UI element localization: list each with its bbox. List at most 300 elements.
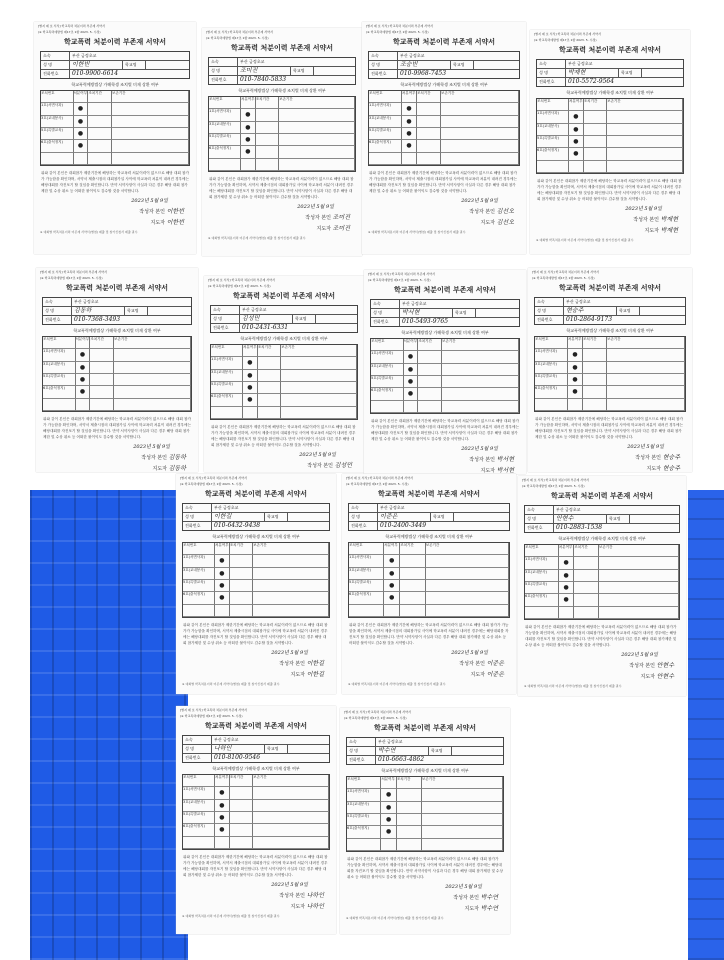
phone-label: 전화번호 bbox=[43, 316, 72, 324]
check-mark: ● bbox=[568, 374, 583, 386]
check-mark: ● bbox=[569, 111, 584, 123]
measure-label: 6호(출석정지) bbox=[183, 592, 215, 604]
column-header: 처분여부 bbox=[381, 777, 397, 789]
check-mark: ● bbox=[381, 802, 397, 814]
measures-table bbox=[534, 336, 686, 412]
column-header: 보존기간 bbox=[607, 337, 685, 349]
pledge-paragraph: 위와 같이 본인은 대회참가 제한기간에 해당하는 학교폭력 처분이력이 없으므로 해당 대회 참가가 가능함을 확인하며, 서약서 제출시점의 대회참가일 사이에 학교폭력 처분이 내려진 경우에는 해당대회를 자진포기 할 것임을 확인합니다. 만약 서약사항이 사실과 다른 경우 해당 대회 참가제한 및 수상 취소 등 어떠한 불이익도 감수할 것을 서약합니다. bbox=[347, 857, 503, 879]
affiliation-label: 소속 bbox=[369, 52, 398, 60]
form-header-note: (※ 학교폭력예방법 제17조 1항 2023. 5. 수정) bbox=[534, 38, 597, 42]
name-value: 이한빈 bbox=[70, 61, 123, 69]
writer-label: 작성자 bbox=[453, 895, 468, 901]
check-mark: ● bbox=[404, 351, 419, 363]
affiliation-label: 소속 bbox=[183, 736, 212, 744]
measure-label: 5호(특별교육) bbox=[183, 580, 215, 592]
info-grid bbox=[534, 297, 686, 325]
check-mark: ● bbox=[559, 557, 574, 569]
grade-label: 학교명 bbox=[265, 745, 288, 753]
check-mark: ● bbox=[568, 386, 583, 398]
guardian-signature bbox=[36, 463, 186, 472]
writer-label: 작성자 bbox=[629, 663, 644, 669]
form-header: [별지 제 호 서식] 학교폭력 처분이력 부존재 서약서 bbox=[180, 476, 247, 480]
guardian-label: 지도자 bbox=[644, 228, 660, 234]
form-footer: ※ 대회별 학폭처분이력 미존재 서약서(별첨) 제출 및 참가신청서 제출 필수 bbox=[182, 914, 280, 918]
form-header: [별지 제 호 서식] 학교폭력 처분이력 부존재 서약서 bbox=[180, 708, 247, 712]
measure-label: 6호(출석정지) bbox=[209, 146, 241, 158]
column-header: 처분여부 bbox=[384, 543, 400, 555]
check-mark: ● bbox=[402, 140, 417, 152]
column-header: 처분여부 bbox=[241, 97, 256, 109]
writer-signature bbox=[362, 206, 514, 215]
check-mark: ● bbox=[384, 580, 400, 592]
name-label: 성 명 bbox=[43, 307, 72, 315]
phone-value: 010-7368-3493 bbox=[74, 316, 121, 323]
check-mark: ● bbox=[74, 116, 89, 128]
writer-signature bbox=[530, 214, 678, 223]
pledge-sheet bbox=[176, 706, 336, 934]
check-mark: ● bbox=[215, 580, 230, 592]
check-mark: ● bbox=[569, 124, 584, 136]
phone-label: 전화번호 bbox=[371, 318, 400, 326]
writer-signature bbox=[364, 454, 514, 463]
name-value: 이한길 bbox=[212, 513, 265, 521]
phone-label: 전화번호 bbox=[525, 524, 554, 532]
phone-value: 010-8100-9546 bbox=[214, 754, 261, 761]
affiliation-label: 소속 bbox=[349, 504, 378, 512]
measure-label: 3호(교내봉사) bbox=[525, 570, 559, 582]
phone-label: 전화번호 bbox=[535, 316, 564, 324]
sign-date: 2023년 5월 9일 bbox=[461, 446, 498, 452]
guardian-sign: 박수연 bbox=[480, 905, 498, 912]
self-label: 본인 bbox=[321, 215, 332, 221]
measures-table bbox=[346, 776, 504, 852]
form-header: [별지 제 호 서식] 학교폭력 처분이력 부존재 서약서 bbox=[346, 476, 413, 480]
form-footer: ※ 대회별 학폭처분이력 미존재 서약서(별첨) 제출 및 참가신청서 제출 필수 bbox=[208, 236, 306, 240]
column-header: 조치번호 bbox=[183, 543, 215, 555]
pledge-paragraph: 위와 같이 본인은 대회참가 제한기간에 해당하는 학교폭력 처분이력이 없으므로 해당 대회 참가가 가능함을 확인하며, 서약서 제출시점의 대회참가일 사이에 학교폭력 처분이 내려진 경우에는 해당대회를 자진포기 할 것임을 확인합니다. 만약 서약사항이 사실과 다른 경우 해당 대회 참가제한 및 수상 취소 등 어떠한 불이익도 감수할 것을 서약합니다. bbox=[537, 179, 682, 201]
column-header: 처분여부 bbox=[215, 543, 230, 555]
pledge-paragraph: 위와 같이 본인은 대회참가 제한기간에 해당하는 학교폭력 처분이력이 없으므로 해당 대회 참가가 가능함을 확인하며, 서약서 제출시점의 대회참가일 사이에 학교폭력 처분이 내려진 경우에는 해당대회를 자진포기 할 것임을 확인합니다. 만약 서약사항이 사실과 다른 경우 해당 대회 참가제한 및 수상 취소 등 어떠한 불이익도 감수할 것을 서약합니다. bbox=[535, 417, 683, 439]
pledge-paragraph: 위와 같이 본인은 대회참가 제한기간에 해당하는 학교폭력 처분이력이 없으므로 해당 대회 참가가 가능함을 확인하며, 서약서 제출시점의 대회참가일 사이에 학교폭력 처분이 내려진 경우에는 해당대회를 자진포기 할 것임을 확인합니다. 만약 서약사항이 사실과 다른 경우 해당 대회 참가제한 및 수상 취소 등 어떠한 불이익도 감수할 것을 서약합니다. bbox=[349, 623, 509, 645]
check-mark: ● bbox=[559, 570, 574, 582]
column-header: 처분여부 bbox=[76, 337, 91, 349]
info-grid bbox=[346, 737, 504, 765]
measure-label: 3호(교내봉사) bbox=[183, 568, 215, 580]
signature: 김동하 bbox=[168, 454, 186, 461]
guardian-signature bbox=[34, 217, 184, 226]
measure-label: 5호(특별교육) bbox=[211, 382, 243, 394]
self-label: 본인 bbox=[155, 209, 166, 215]
school-value: 부산 금정초교 bbox=[402, 301, 427, 306]
info-grid bbox=[524, 505, 680, 533]
form-title: 학교폭력 처분이력 부존재 서약서 bbox=[551, 492, 653, 500]
grade-label: 학교명 bbox=[429, 747, 452, 755]
column-header: 조치기간 bbox=[256, 97, 279, 109]
pledge-paragraph: 위와 같이 본인은 대회참가 제한기간에 해당하는 학교폭력 처분이력이 없으므로 해당 대회 참가가 가능함을 확인하며, 서약서 제출시점의 대회참가일 사이에 학교폭력 처분이 내려진 경우에는 해당대회를 자진포기 할 것임을 확인합니다. 만약 서약사항이 사실과 다른 경우 해당 대회 참가제한 및 수상 취소 등 어떠한 불이익도 감수할 것을 서약합니다. bbox=[211, 425, 356, 447]
writer-label: 작성자 bbox=[139, 209, 154, 215]
guardian-signature bbox=[362, 217, 514, 226]
pledge-sheet bbox=[362, 22, 526, 254]
column-header: 조치번호 bbox=[349, 543, 384, 555]
affiliation-label: 소속 bbox=[211, 306, 240, 314]
measures-table bbox=[524, 544, 680, 620]
column-header: 조치번호 bbox=[41, 91, 74, 103]
writer-label: 작성자 bbox=[279, 661, 294, 667]
phone-value: 010-9968-7453 bbox=[400, 70, 447, 77]
check-mark: ● bbox=[243, 357, 258, 369]
form-header-note: (※ 학교폭력예방법 제17조 1항 2023. 5. 수정) bbox=[366, 30, 429, 34]
measure-label: 3호(교내봉사) bbox=[41, 116, 74, 128]
check-mark: ● bbox=[74, 140, 89, 152]
signature: 박서현 bbox=[496, 456, 514, 463]
table-subtitle: 학교폭력예방법상 가해학생 조치별 미재 상환 여부 bbox=[212, 534, 300, 539]
grade-label: 학교명 bbox=[617, 307, 640, 315]
grade-label: 학교명 bbox=[123, 61, 146, 69]
check-mark: ● bbox=[381, 814, 397, 826]
check-mark: ● bbox=[243, 382, 258, 394]
pledge-sheet bbox=[34, 22, 196, 254]
table-subtitle: 학교폭력예방법상 가해학생 조치별 미재 상환 여부 bbox=[240, 336, 328, 341]
check-mark: ● bbox=[559, 594, 574, 606]
phone-value: 010-9900-6614 bbox=[72, 70, 119, 77]
affiliation-label: 소속 bbox=[525, 506, 554, 514]
grade-label: 학교명 bbox=[125, 307, 148, 315]
form-footer: ※ 대회별 학폭처분이력 미존재 서약서(별첨) 제출 및 참가신청서 제출 필수 bbox=[40, 230, 138, 234]
self-label: 본인 bbox=[295, 893, 306, 899]
affiliation-label: 소속 bbox=[183, 504, 212, 512]
writer-label: 작성자 bbox=[459, 661, 474, 667]
column-header: 조치기간 bbox=[418, 339, 442, 351]
check-mark: ● bbox=[402, 103, 417, 115]
column-header: 조치기간 bbox=[230, 543, 253, 555]
column-header: 조치기간 bbox=[583, 337, 607, 349]
guardian-sign: 이한빈 bbox=[166, 219, 184, 226]
self-label: 본인 bbox=[649, 217, 660, 223]
sign-date: 2023년 5월 9일 bbox=[271, 650, 308, 656]
guardian-sign: 안현수 bbox=[656, 673, 674, 680]
check-mark: ● bbox=[404, 364, 419, 376]
grade-label: 학교명 bbox=[607, 515, 630, 523]
column-header: 보존기간 bbox=[599, 545, 679, 557]
check-mark: ● bbox=[381, 789, 397, 801]
measure-label: 5호(특별교육) bbox=[369, 128, 402, 140]
writer-label: 작성자 bbox=[633, 217, 648, 223]
sign-date: 2023년 5월 9일 bbox=[131, 198, 168, 204]
measure-label: 5호(특별교육) bbox=[183, 812, 215, 824]
form-title: 학교폭력 처분이력 부존재 서약서 bbox=[559, 46, 661, 54]
guardian-sign: 이한길 bbox=[306, 671, 324, 678]
form-footer: ※ 대회별 학폭처분이력 미존재 서약서(별첨) 제출 및 참가신청서 제출 필수 bbox=[536, 238, 634, 242]
affiliation-label: 소속 bbox=[537, 60, 566, 68]
form-header-note: (※ 학교폭력예방법 제17조 1항 2023. 5. 수정) bbox=[206, 36, 269, 40]
writer-signature bbox=[36, 452, 186, 461]
column-header: 보존기간 bbox=[279, 97, 355, 109]
guardian-label: 지도자 bbox=[480, 468, 496, 474]
measure-label: 5호(특별교육) bbox=[349, 580, 384, 592]
form-title: 학교폭력 처분이력 부존재 서약서 bbox=[64, 38, 166, 46]
signature: 나하인 bbox=[306, 892, 324, 899]
column-header: 조치기간 bbox=[90, 337, 114, 349]
sign-date: 2023년 5월 9일 bbox=[461, 198, 498, 204]
sign-date: 2023년 5월 9일 bbox=[451, 650, 488, 656]
pledge-paragraph: 위와 같이 본인은 대회참가 제한기간에 해당하는 학교폭력 처분이력이 없으므로 해당 대회 참가가 가능함을 확인하며, 서약서 제출시점의 대회참가일 사이에 학교폭력 처분이 내려진 경우에는 해당대회를 자진포기 할 것임을 확인합니다. 만약 서약사항이 사실과 다른 경우 해당 대회 참가제한 및 수상 취소 등 어떠한 불이익도 감수할 것을 서약합니다. bbox=[183, 855, 328, 877]
name-label: 성 명 bbox=[535, 307, 564, 315]
column-header: 조치번호 bbox=[347, 777, 381, 789]
name-value: 김성민 bbox=[240, 315, 293, 323]
check-mark: ● bbox=[404, 388, 419, 400]
column-header: 조치기간 bbox=[258, 345, 281, 357]
signature: 이한빈 bbox=[166, 208, 184, 215]
name-label: 성 명 bbox=[525, 515, 554, 523]
table-subtitle: 학교폭력예방법상 가해학생 조치별 미재 상환 여부 bbox=[71, 82, 159, 87]
check-mark: ● bbox=[215, 800, 230, 812]
pledge-sheet bbox=[202, 28, 362, 256]
info-grid bbox=[42, 297, 192, 325]
measure-label: 5호(특별교육) bbox=[525, 582, 559, 594]
form-header: [별지 제 호 서식] 학교폭력 처분이력 부존재 서약서 bbox=[344, 710, 411, 714]
phone-label: 전화번호 bbox=[209, 76, 238, 84]
school-value: 부산 금정초교 bbox=[214, 505, 239, 510]
check-mark: ● bbox=[215, 812, 230, 824]
sign-date: 2023년 5월 9일 bbox=[621, 652, 658, 658]
phone-value: 010-7840-5833 bbox=[240, 76, 287, 83]
writer-signature bbox=[176, 658, 324, 667]
form-header-note: (※ 학교폭력예방법 제17조 1항 2023. 5. 수정) bbox=[208, 284, 271, 288]
guardian-signature bbox=[342, 669, 504, 678]
name-value: 박서현 bbox=[400, 309, 453, 317]
form-header: [별지 제 호 서식] 학교폭력 처분이력 부존재 서약서 bbox=[534, 32, 601, 36]
column-header: 조치번호 bbox=[369, 91, 402, 103]
column-header: 조치번호 bbox=[183, 775, 215, 787]
measure-label: 1호(서면사과) bbox=[525, 557, 559, 569]
info-grid bbox=[368, 51, 520, 79]
name-value: 박수연 bbox=[376, 747, 429, 755]
column-header: 처분여부 bbox=[74, 91, 89, 103]
measure-label: 3호(교내봉사) bbox=[349, 568, 384, 580]
pledge-paragraph: 위와 같이 본인은 대회참가 제한기간에 해당하는 학교폭력 처분이력이 없으므로 해당 대회 참가가 가능함을 확인하며, 서약서 제출시점의 대회참가일 사이에 학교폭력 처분이 내려진 경우에는 해당대회를 자진포기 할 것임을 확인합니다. 만약 서약사항이 사실과 다른 경우 해당 대회 참가제한 및 수상 취소 등 어떠한 불이익도 감수할 것을 서약합니다. bbox=[525, 625, 677, 647]
affiliation-label: 소속 bbox=[209, 58, 238, 66]
form-header-note: (※ 학교폭력예방법 제17조 1항 2023. 5. 수정) bbox=[522, 484, 585, 488]
guardian-signature bbox=[518, 671, 674, 680]
name-label: 성 명 bbox=[349, 513, 378, 521]
measure-label: 6호(출석정지) bbox=[349, 592, 384, 604]
measure-label: 3호(교내봉사) bbox=[43, 362, 76, 374]
column-header: 조치번호 bbox=[209, 97, 241, 109]
check-mark: ● bbox=[241, 134, 256, 146]
check-mark: ● bbox=[241, 146, 256, 158]
pledge-sheet bbox=[518, 476, 686, 696]
pledge-sheet bbox=[340, 708, 510, 934]
measure-label: 6호(출석정지) bbox=[211, 394, 243, 406]
form-header: [별지 제 호 서식] 학교폭력 처분이력 부존재 서약서 bbox=[208, 278, 275, 282]
name-label: 성 명 bbox=[209, 67, 238, 75]
form-title: 학교폭력 처분이력 부존재 서약서 bbox=[378, 490, 480, 498]
check-mark: ● bbox=[241, 122, 256, 134]
pledge-sheet bbox=[204, 276, 364, 472]
column-header: 조치번호 bbox=[535, 337, 568, 349]
guardian-label: 지도자 bbox=[150, 220, 166, 226]
self-label: 본인 bbox=[295, 661, 306, 667]
form-title: 학교폭력 처분이력 부존재 서약서 bbox=[66, 284, 168, 292]
column-header: 조치기간 bbox=[230, 775, 253, 787]
grade-label: 학교명 bbox=[453, 309, 476, 317]
affiliation-label: 소속 bbox=[41, 52, 70, 60]
writer-label: 작성자 bbox=[469, 209, 484, 215]
measure-label: 6호(출석정지) bbox=[347, 826, 381, 838]
table-subtitle: 학교폭력예방법상 가해학생 조치별 미재 상환 여부 bbox=[401, 330, 489, 335]
self-label: 본인 bbox=[485, 457, 496, 463]
info-grid bbox=[536, 59, 684, 87]
column-header: 조치번호 bbox=[371, 339, 404, 351]
guardian-sign: 박재현 bbox=[660, 227, 678, 234]
measure-label: 3호(교내봉사) bbox=[209, 122, 241, 134]
table-subtitle: 학교폭력예방법상 가해학생 조치별 미재 상환 여부 bbox=[73, 328, 161, 333]
info-grid bbox=[370, 299, 520, 327]
measure-label: 6호(출석정지) bbox=[535, 386, 568, 398]
phone-label: 전화번호 bbox=[183, 522, 212, 530]
name-label: 성 명 bbox=[41, 61, 70, 69]
form-header-note: (※ 학교폭력예방법 제17조 1항 2023. 5. 수정) bbox=[346, 482, 409, 486]
sign-date: 2023년 5월 9일 bbox=[271, 882, 308, 888]
check-mark: ● bbox=[215, 568, 230, 580]
school-value: 부산 금정초교 bbox=[240, 59, 265, 64]
check-mark: ● bbox=[384, 555, 400, 567]
measure-label: 6호(출석정지) bbox=[41, 140, 74, 152]
form-title: 학교폭력 처분이력 부존재 서약서 bbox=[233, 292, 335, 300]
column-header: 조치기간 bbox=[88, 91, 112, 103]
guardian-sign: 조미진 bbox=[332, 225, 350, 232]
phone-value: 010-2431-6331 bbox=[242, 324, 289, 331]
measure-label: 1호(서면사과) bbox=[41, 103, 74, 115]
measure-label: 3호(교내봉사) bbox=[369, 116, 402, 128]
measure-label: 5호(특별교육) bbox=[537, 136, 569, 148]
blue-mat-left bbox=[30, 490, 188, 960]
form-title: 학교폭력 처분이력 부존재 서약서 bbox=[205, 490, 307, 498]
check-mark: ● bbox=[243, 370, 258, 382]
writer-signature bbox=[176, 890, 324, 899]
form-header: [별지 제 호 서식] 학교폭력 처분이력 부존재 서약서 bbox=[206, 30, 273, 34]
form-title: 학교폭력 처분이력 부존재 서약서 bbox=[393, 38, 495, 46]
guardian-label: 지도자 bbox=[470, 672, 486, 678]
phone-value: 010-5493-9765 bbox=[402, 318, 449, 325]
check-mark: ● bbox=[243, 394, 258, 406]
column-header: 보존기간 bbox=[253, 543, 329, 555]
writer-label: 작성자 bbox=[469, 457, 484, 463]
column-header: 처분여부 bbox=[402, 91, 417, 103]
sign-date: 2023년 5월 9일 bbox=[445, 884, 482, 890]
measure-label: 3호(교내봉사) bbox=[537, 124, 569, 136]
guardian-sign: 김동하 bbox=[168, 465, 186, 472]
table-subtitle: 학교폭력예방법상 가해학생 조치별 미재 상환 여부 bbox=[212, 766, 300, 771]
column-header: 보존기간 bbox=[441, 91, 519, 103]
guardian-signature bbox=[204, 471, 352, 472]
phone-label: 전화번호 bbox=[369, 70, 398, 78]
column-header: 보존기간 bbox=[281, 345, 357, 357]
check-mark: ● bbox=[76, 386, 91, 398]
check-mark: ● bbox=[76, 349, 91, 361]
table-subtitle: 학교폭력예방법상 가해학생 조치별 미재 상환 여부 bbox=[566, 90, 654, 95]
writer-signature bbox=[204, 460, 352, 469]
school-value: 부산 금정초교 bbox=[568, 61, 593, 66]
table-subtitle: 학교폭력예방법상 가해학생 조치별 미재 상환 여부 bbox=[400, 82, 488, 87]
measures-table bbox=[210, 344, 358, 420]
measures-table bbox=[208, 96, 356, 172]
sign-date: 2023년 5월 9일 bbox=[297, 204, 334, 210]
pledge-paragraph: 위와 같이 본인은 대회참가 제한기간에 해당하는 학교폭력 처분이력이 없으므로 해당 대회 참가가 가능함을 확인하며, 서약서 제출시점의 대회참가일 사이에 학교폭력 처분이 내려진 경우에는 해당대회를 자진포기 할 것임을 확인합니다. 만약 서약사항이 사실과 다른 경우 해당 대회 참가제한 및 수상 취소 등 어떠한 불이익도 감수할 것을 서약합니다. bbox=[209, 177, 354, 199]
signature: 김성민 bbox=[334, 462, 352, 469]
form-header-note: (※ 학교폭력예방법 제17조 1항 2023. 5. 수정) bbox=[40, 276, 103, 280]
self-label: 본인 bbox=[157, 455, 168, 461]
sign-date: 2023년 5월 9일 bbox=[133, 444, 170, 450]
measure-label: 6호(출석정지) bbox=[369, 140, 402, 152]
name-label: 성 명 bbox=[211, 315, 240, 323]
info-grid bbox=[210, 305, 358, 333]
table-subtitle: 학교폭력예방법상 가해학생 조치별 미재 상환 여부 bbox=[238, 88, 326, 93]
name-label: 성 명 bbox=[183, 745, 212, 753]
school-value: 부산 금정초교 bbox=[556, 507, 581, 512]
name-label: 성 명 bbox=[183, 513, 212, 521]
guardian-signature bbox=[176, 901, 324, 910]
pledge-sheet bbox=[36, 268, 198, 472]
guardian-label: 지도자 bbox=[290, 672, 306, 678]
measures-table bbox=[536, 98, 684, 174]
check-mark: ● bbox=[215, 787, 230, 799]
column-header: 처분여부 bbox=[568, 337, 583, 349]
guardian-signature bbox=[340, 903, 498, 912]
name-label: 성 명 bbox=[369, 61, 398, 69]
self-label: 본인 bbox=[323, 463, 334, 469]
column-header: 보존기간 bbox=[442, 339, 519, 351]
measure-label: 5호(특별교육) bbox=[209, 134, 241, 146]
school-value: 부산 금정초교 bbox=[400, 53, 425, 58]
pledge-paragraph: 위와 같이 본인은 대회참가 제한기간에 해당하는 학교폭력 처분이력이 없으므로 해당 대회 참가가 가능함을 확인하며, 서약서 제출시점의 대회참가일 사이에 학교폭력 처분이 내려진 경우에는 해당대회를 자진포기 할 것임을 확인합니다. 만약 서약사항이 사실과 다른 경우 해당 대회 참가제한 및 수상 취소 등 어떠한 불이익도 감수할 것을 서약합니다. bbox=[43, 417, 191, 439]
table-subtitle: 학교폭력예방법상 가해학생 조치별 미재 상환 여부 bbox=[558, 536, 646, 541]
phone-value: 010-5572-9564 bbox=[568, 78, 615, 85]
signature: 이준은 bbox=[486, 660, 504, 667]
check-mark: ● bbox=[402, 116, 417, 128]
grade-label: 학교명 bbox=[619, 69, 642, 77]
measure-label: 1호(서면사과) bbox=[183, 787, 215, 799]
form-header: [별지 제 호 서식] 학교폭력 처분이력 부존재 서약서 bbox=[38, 24, 105, 28]
column-header: 조치기간 bbox=[417, 91, 441, 103]
sign-date: 2023년 5월 9일 bbox=[299, 452, 336, 458]
school-value: 부산 금정초교 bbox=[74, 299, 99, 304]
column-header: 처분여부 bbox=[569, 99, 584, 111]
name-value: 박재현 bbox=[566, 69, 619, 77]
measure-label: 6호(출석정지) bbox=[43, 386, 76, 398]
phone-label: 전화번호 bbox=[41, 70, 70, 78]
writer-signature bbox=[340, 892, 498, 901]
column-header: 보존기간 bbox=[607, 99, 683, 111]
guardian-signature bbox=[364, 465, 514, 474]
guardian-sign: 박서현 bbox=[496, 467, 514, 474]
grade-label: 학교명 bbox=[265, 513, 288, 521]
info-grid bbox=[208, 57, 356, 85]
measure-label: 1호(서면사과) bbox=[371, 351, 404, 363]
column-header: 조치기간 bbox=[584, 99, 607, 111]
column-header: 처분여부 bbox=[243, 345, 258, 357]
school-value: 부산 금정초교 bbox=[378, 739, 403, 744]
writer-signature bbox=[34, 206, 184, 215]
check-mark: ● bbox=[74, 128, 89, 140]
measure-label: 1호(서면사과) bbox=[43, 349, 76, 361]
sign-date: 2023년 5월 9일 bbox=[627, 444, 664, 450]
name-value: 조승빈 bbox=[398, 61, 451, 69]
check-mark: ● bbox=[215, 592, 230, 604]
writer-label: 작성자 bbox=[635, 455, 650, 461]
guardian-signature bbox=[530, 225, 678, 234]
check-mark: ● bbox=[384, 592, 400, 604]
